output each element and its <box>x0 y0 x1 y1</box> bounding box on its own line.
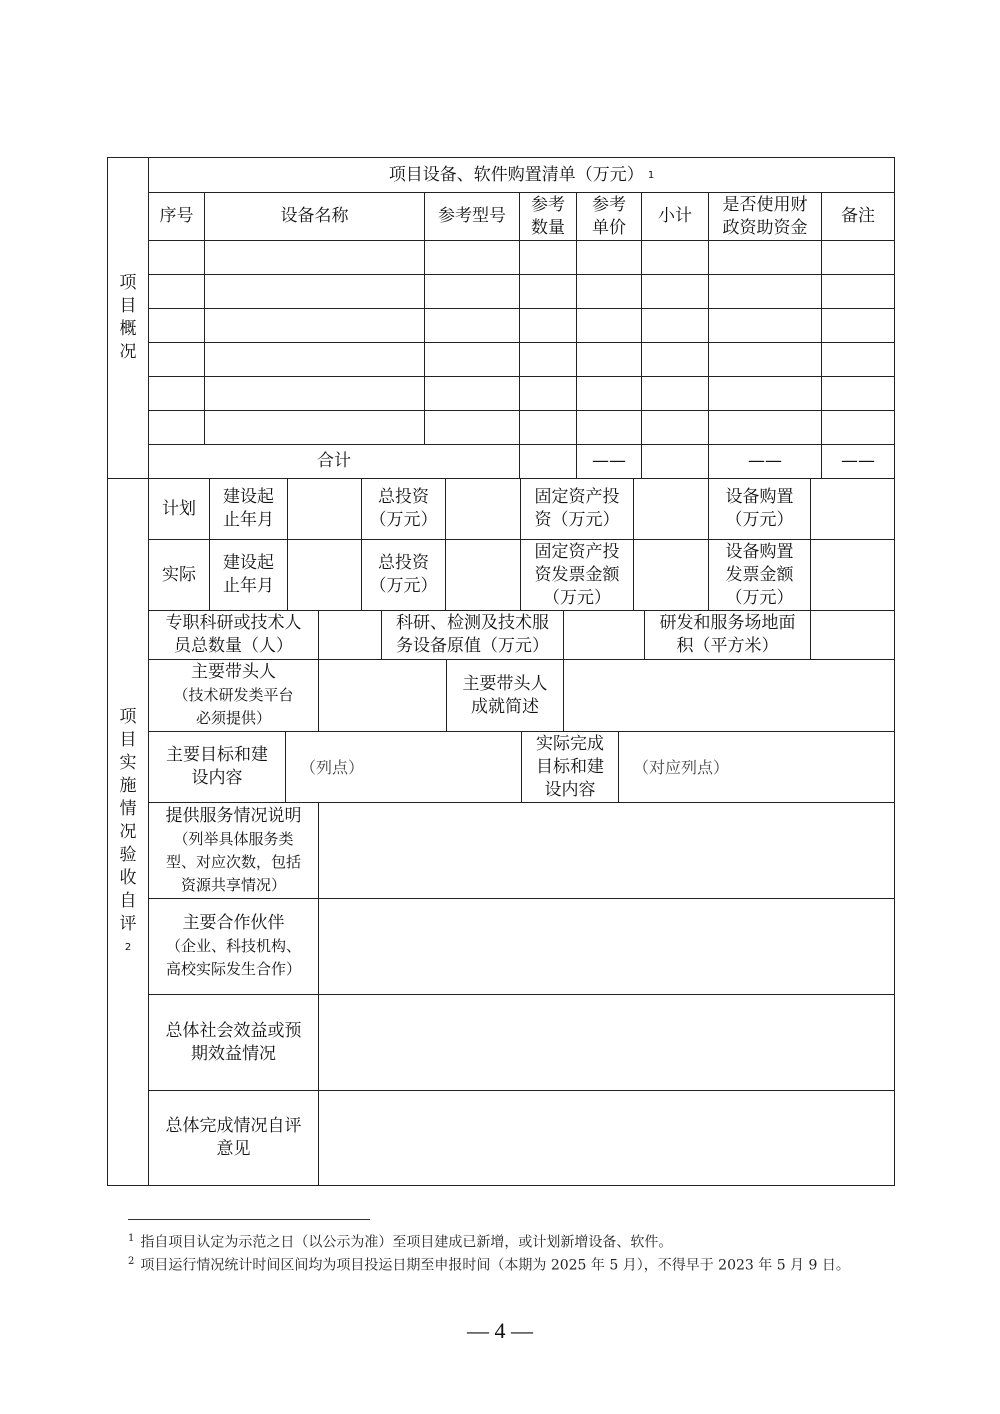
staff-value[interactable] <box>318 610 382 660</box>
header-model-text: 参考型号 <box>438 206 506 226</box>
plan-start-end-label <box>209 478 288 540</box>
header-qty-l1: 参考 <box>531 194 565 215</box>
leader-achievement-value[interactable] <box>563 659 895 732</box>
equipment-cell[interactable] <box>424 376 520 411</box>
self-eval-label <box>148 1090 319 1186</box>
plan-fixed-invest-l1: 固定资产投 <box>534 487 620 507</box>
page-number: — 4 — <box>467 1318 533 1343</box>
area-l1: 研发和服务场地面 <box>659 613 796 633</box>
equipment-cell[interactable] <box>708 410 822 445</box>
header-no <box>148 192 205 241</box>
total-price-dash: —— <box>592 451 626 471</box>
total-fiscal-dash: —— <box>748 451 782 471</box>
equipment-cell[interactable] <box>519 274 577 309</box>
leader-value[interactable] <box>318 659 447 732</box>
total-fiscal <box>708 444 822 479</box>
equipment-cell[interactable] <box>424 342 520 377</box>
equipment-cell[interactable] <box>424 240 520 275</box>
staff-l1: 专职科研或技术人 <box>165 613 302 633</box>
side-char: 情 <box>119 798 137 819</box>
equipment-cell[interactable] <box>576 376 642 411</box>
side-char: 项 <box>119 706 137 727</box>
footnote-1 <box>128 1228 888 1254</box>
service-sub-l2: 型、对应次数，包括 <box>165 852 301 871</box>
equipment-cell[interactable] <box>641 410 709 445</box>
equipment-cell[interactable] <box>148 376 205 411</box>
actual-goals-l1: 实际完成 <box>536 733 604 754</box>
actual-start-end-value[interactable] <box>287 539 362 611</box>
equipment-cell[interactable] <box>641 376 709 411</box>
benefit-label <box>148 994 319 1091</box>
actual-start-end-l1: 建设起 <box>223 553 274 573</box>
equipment-cell[interactable] <box>148 342 205 377</box>
plan-total-invest-l2: （万元） <box>369 510 438 530</box>
device-value-value[interactable] <box>563 610 645 660</box>
plan-total-invest-l1: 总投资 <box>378 487 429 507</box>
side-char: 项 <box>119 273 137 293</box>
plan-total-invest-label <box>361 478 446 540</box>
footnote-divider <box>128 1219 370 1220</box>
header-model <box>424 192 520 241</box>
total-remark <box>821 444 895 479</box>
header-qty-l2: 数量 <box>531 217 565 238</box>
actual-goals-label <box>521 731 619 803</box>
actual-goals-l3: 设内容 <box>544 779 596 800</box>
goals-l1: 主要目标和建 <box>166 745 268 765</box>
actual-goals-l2: 目标和建 <box>536 756 604 777</box>
equipment-cell[interactable] <box>708 342 822 377</box>
equipment-list-title <box>148 157 895 193</box>
service-value[interactable] <box>318 802 895 899</box>
actual-total-invest-l1: 总投资 <box>378 553 429 573</box>
plan-start-end-l1: 建设起 <box>223 487 274 507</box>
equipment-cell[interactable] <box>204 342 425 377</box>
equipment-cell[interactable] <box>204 240 425 275</box>
header-name-text: 设备名称 <box>280 206 349 226</box>
equipment-cell[interactable] <box>519 308 577 343</box>
header-qty <box>519 192 577 241</box>
plan-equipment-label <box>708 478 811 540</box>
actual-goals-value[interactable] <box>618 731 895 803</box>
equipment-cell[interactable] <box>519 342 577 377</box>
side-char: 况 <box>119 342 137 362</box>
area-l2: 积（平方米） <box>676 636 779 656</box>
plan-equipment-value[interactable] <box>810 478 895 540</box>
leader-achievement-l2: 成就简述 <box>471 696 539 717</box>
equipment-cell[interactable] <box>821 342 895 377</box>
goals-hint: （列点） <box>300 757 365 777</box>
header-price-l1: 参考 <box>592 194 626 215</box>
actual-fixed-invest-value[interactable] <box>633 539 709 611</box>
equipment-cell[interactable] <box>519 410 577 445</box>
header-remark <box>821 192 895 241</box>
partners-title: 主要合作伙伴 <box>182 913 285 933</box>
header-price-l2: 单价 <box>592 217 626 238</box>
actual-total-invest-l2: （万元） <box>369 576 438 596</box>
equipment-cell[interactable] <box>204 376 425 411</box>
actual-total-invest-value[interactable] <box>445 539 521 611</box>
header-fiscal-l2: 政资助资金 <box>722 217 808 238</box>
actual-label <box>148 539 210 611</box>
plan-label-text: 计划 <box>162 498 196 519</box>
benefit-l2: 期效益情况 <box>191 1043 276 1064</box>
side-char: 概 <box>119 319 137 339</box>
equipment-cell[interactable] <box>519 376 577 411</box>
equipment-cell[interactable] <box>821 274 895 309</box>
total-qty <box>519 444 577 479</box>
equipment-cell[interactable] <box>708 376 822 411</box>
device-value-l2: 务设备原值（万元） <box>396 636 549 656</box>
equipment-cell[interactable] <box>204 308 425 343</box>
equipment-cell[interactable] <box>641 308 709 343</box>
equipment-cell[interactable] <box>576 274 642 309</box>
equipment-cell[interactable] <box>708 308 822 343</box>
plan-total-invest-value[interactable] <box>445 478 521 540</box>
equipment-cell[interactable] <box>821 376 895 411</box>
side-char: 实 <box>119 752 137 773</box>
equipment-cell[interactable] <box>148 308 205 343</box>
goals-value[interactable] <box>285 731 522 803</box>
partners-sub-l1: （企业、科技机构、 <box>165 937 301 955</box>
equipment-cell[interactable] <box>821 240 895 275</box>
equipment-cell[interactable] <box>576 410 642 445</box>
equipment-cell[interactable] <box>204 274 425 309</box>
partners-sub-l2: 高校实际发生合作） <box>165 960 301 978</box>
footnote-1-num: 1 <box>128 1233 135 1244</box>
plan-fixed-invest-l2: 资（万元） <box>534 510 620 530</box>
footnote-1-text: 指自项目认定为示范之日（以公示为准）至项目建成已新增，或计划新增设备、软件。 <box>140 1234 673 1251</box>
equipment-cell[interactable] <box>519 240 577 275</box>
side-char: 目 <box>119 296 137 316</box>
equipment-cell[interactable] <box>641 274 709 309</box>
actual-start-end-label <box>209 539 288 611</box>
plan-equipment-l1: 设备购置 <box>725 487 794 507</box>
staff-l2: 员总数量（人） <box>174 636 293 656</box>
total-price <box>576 444 642 479</box>
footnote-ref-2: 2 <box>124 941 132 953</box>
actual-fixed-invest-l3: （万元） <box>543 587 611 608</box>
actual-goals-hint: （对应列点） <box>633 757 730 777</box>
header-no-text: 序号 <box>159 206 194 226</box>
actual-start-end-l2: 止年月 <box>223 576 274 596</box>
service-sub-l3: 资源共享情况） <box>180 875 286 894</box>
equipment-cell[interactable] <box>576 342 642 377</box>
actual-equipment-l3: （万元） <box>725 587 794 608</box>
equipment-cell[interactable] <box>148 410 205 445</box>
header-fiscal-l1: 是否使用财 <box>722 194 808 215</box>
plan-fixed-invest-label <box>520 478 634 540</box>
benefit-l1: 总体社会效益或预 <box>165 1020 302 1041</box>
actual-equipment-label <box>708 539 811 611</box>
plan-fixed-invest-value[interactable] <box>633 478 709 540</box>
service-sub-l1: （列举具体服务类 <box>173 829 294 848</box>
equipment-cell[interactable] <box>821 308 895 343</box>
actual-total-invest-label <box>361 539 446 611</box>
device-value-l1: 科研、检测及技术服 <box>396 613 549 633</box>
section1-side-label <box>107 157 149 479</box>
leader-achievement-label <box>446 659 564 732</box>
goals-l2: 设内容 <box>191 768 243 788</box>
device-value-label <box>381 610 564 660</box>
self-eval-value[interactable] <box>318 1090 895 1186</box>
self-eval-l2: 意见 <box>216 1139 251 1159</box>
side-char: 评 <box>119 913 137 934</box>
plan-start-end-l2: 止年月 <box>223 510 274 530</box>
header-subtotal <box>641 192 709 241</box>
staff-label <box>148 610 319 660</box>
actual-fixed-invest-label <box>520 539 634 611</box>
footnote-2-num: 2 <box>128 1256 135 1267</box>
equipment-cell[interactable] <box>641 342 709 377</box>
equipment-cell[interactable] <box>424 274 520 309</box>
footnote-2 <box>128 1251 888 1277</box>
header-subtotal-text: 小计 <box>658 206 692 226</box>
equipment-list-title-text: 项目设备、软件购置清单（万元） <box>388 164 644 185</box>
service-label <box>148 802 319 899</box>
header-name <box>204 192 425 241</box>
side-char: 验 <box>119 844 137 865</box>
area-label <box>644 610 811 660</box>
plan-start-end-value[interactable] <box>287 478 362 540</box>
equipment-cell[interactable] <box>148 274 205 309</box>
total-label-text: 合计 <box>317 451 351 471</box>
actual-fixed-invest-l1: 固定资产投 <box>534 541 620 562</box>
leader-achievement-l1: 主要带头人 <box>462 673 548 694</box>
partners-label <box>148 898 319 995</box>
equipment-cell[interactable] <box>424 410 520 445</box>
self-eval-l1: 总体完成情况自评 <box>165 1116 302 1136</box>
equipment-cell[interactable] <box>148 240 205 275</box>
side-char: 目 <box>119 729 137 750</box>
side-char: 收 <box>119 867 137 888</box>
area-value[interactable] <box>810 610 895 660</box>
side-char: 况 <box>119 821 137 842</box>
plan-equipment-l2: （万元） <box>725 510 794 530</box>
header-remark-text: 备注 <box>841 206 875 226</box>
total-remark-dash: —— <box>841 451 875 471</box>
goals-label <box>148 731 286 803</box>
equipment-cell[interactable] <box>424 308 520 343</box>
header-price <box>576 192 642 241</box>
header-fiscal <box>708 192 822 241</box>
equipment-cell[interactable] <box>204 410 425 445</box>
side-char: 自 <box>119 890 137 911</box>
leader-sub-l1: （技术研发类平台 <box>173 686 294 704</box>
total-subtotal[interactable] <box>641 444 709 479</box>
leader-sub-l2: 必须提供） <box>195 709 271 727</box>
equipment-cell[interactable] <box>576 308 642 343</box>
benefit-value[interactable] <box>318 994 895 1091</box>
equipment-cell[interactable] <box>708 240 822 275</box>
section2-side-label <box>107 478 149 1186</box>
actual-equipment-l2: 发票金额 <box>725 564 794 585</box>
equipment-cell[interactable] <box>821 410 895 445</box>
service-title: 提供服务情况说明 <box>165 805 302 826</box>
actual-label-text: 实际 <box>162 564 196 585</box>
footnote-ref-1: 1 <box>647 169 655 181</box>
equipment-cell[interactable] <box>708 274 822 309</box>
side-char: 施 <box>119 775 137 796</box>
equipment-cell[interactable] <box>576 240 642 275</box>
leader-label <box>148 659 319 732</box>
actual-fixed-invest-l2: 资发票金额 <box>534 564 620 585</box>
plan-label <box>148 478 210 540</box>
leader-title: 主要带头人 <box>191 662 276 682</box>
equipment-cell[interactable] <box>641 240 709 275</box>
actual-equipment-value[interactable] <box>810 539 895 611</box>
footnote-2-text: 项目运行情况统计时间区间均为项目投运日期至申报时间（本期为 2025 年 5 月），不得早于 2023 年 5 月 9 日。 <box>140 1257 850 1274</box>
total-label <box>148 444 520 479</box>
actual-equipment-l1: 设备购置 <box>725 541 794 562</box>
partners-value[interactable] <box>318 898 895 995</box>
